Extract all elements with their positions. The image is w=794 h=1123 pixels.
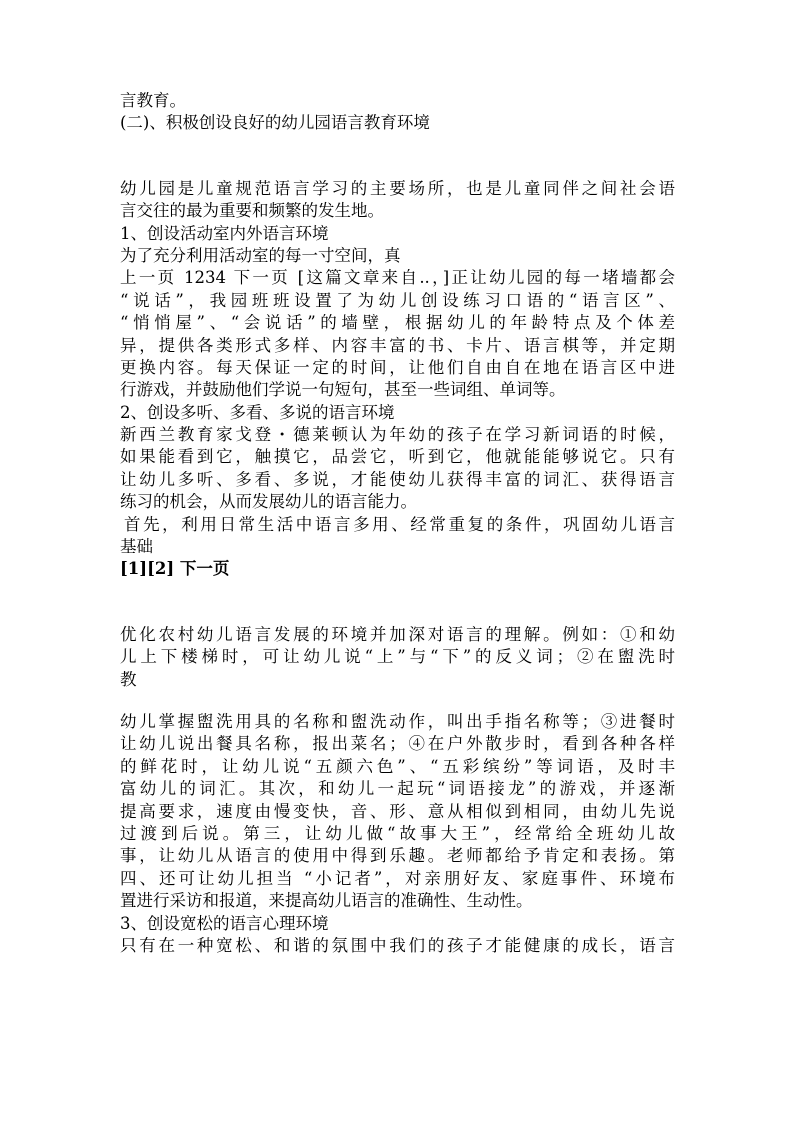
text-line: 言交往的最为重要和频繁的发生地。	[120, 201, 384, 221]
subheading: 3、创设宽松的语言心理环境	[120, 913, 329, 933]
text-line: 言教育。	[120, 91, 186, 110]
text-line: 置进行采访和报道，来提高幼儿语言的准确性、生动性。	[120, 891, 533, 911]
text-line: 行游戏，并鼓励他们学说一句短句，甚至一些词组、单词等。	[120, 380, 566, 400]
text-line: 过渡到后说。第三，让幼儿做“故事大王”，经常给全班幼儿故	[120, 823, 675, 843]
blank-gap	[120, 135, 675, 178]
text-line: 幼儿掌握盥洗用具的名称和盥洗动作，叫出手指名称等；③进餐时	[120, 711, 675, 731]
text-line: 富幼儿的词汇。其次，和幼儿一起玩“词语接龙”的游戏，并逐渐	[120, 779, 675, 799]
pagination-link[interactable]: [1][2] 下一页	[120, 559, 230, 579]
text-line: 基础	[120, 537, 153, 557]
text-line: 四、还可让幼儿担当 “小记者”，对亲朋好友、家庭事件、环境布	[120, 868, 675, 888]
text-line: “说话”，我园班班设置了为幼儿创设练习口语的“语言区”、	[120, 290, 675, 310]
section-heading: (二)、积极创设良好的幼儿园语言教育环境	[120, 113, 430, 133]
text-line: 新西兰教育家戈登・德莱顿认为年幼的孩子在学习新词语的时候，	[120, 425, 675, 445]
text-line: “悄悄屋”、“会说话”的墙壁，根据幼儿的年龄特点及个体差	[120, 313, 675, 333]
text-line: 让幼儿多听、多看、多说，才能使幼儿获得丰富的词汇、获得语言	[120, 469, 675, 489]
text-line: 提高要求，速度由慢变快，音、形、意从相似到相同，由幼儿先说	[120, 801, 675, 821]
text-line: 如果能看到它，触摸它，品尝它，听到它，他就能能够说它。只有	[120, 447, 675, 467]
subheading: 2、创设多听、多看、多说的语言环境	[120, 402, 395, 422]
document-page	[120, 90, 675, 957]
text-line: 儿上下楼梯时，可让幼儿说“上”与“下”的反义词；②在盥洗时	[120, 647, 675, 667]
text-line: 优化农村幼儿语言发展的环境并加深对语言的理解。例如：①和幼	[120, 624, 675, 644]
text-line: 只有在一种宽松、和谐的氛围中我们的孩子才能健康的成长，语言	[120, 935, 675, 955]
text-line: 事，让幼儿从语言的使用中得到乐趣。老师都给予肯定和表扬。第	[120, 846, 675, 866]
pagination-line[interactable]: 上一页 1234 下一页 [这篇文章来自..，]正让幼儿园的每一堵墙都会	[120, 268, 675, 288]
text-line: 更换内容。每天保证一定的时间，让他们自由自在地在语言区中进	[120, 357, 675, 377]
text-line: 练习的机会，从而发展幼儿的语言能力。	[120, 492, 417, 512]
blank-gap	[120, 691, 675, 711]
text-line: 的鲜花时，让幼儿说“五颜六色”、“五彩缤纷”等词语，及时丰	[120, 756, 675, 776]
text-line: 教	[120, 669, 137, 689]
text-line: 首先，利用日常生活中语言多用、经常重复的条件，巩固幼儿语言	[124, 514, 675, 534]
text-line: 让幼儿说出餐具名称，报出菜名；④在户外散步时，看到各种各样	[120, 734, 675, 754]
text-line: 异，提供各类形式多样、内容丰富的书、卡片、语言棋等，并定期	[120, 335, 675, 355]
text-line: 幼儿园是儿童规范语言学习的主要场所，也是儿童同伴之间社会语	[120, 178, 675, 198]
blank-gap	[120, 581, 675, 624]
subheading: 1、创设活动室内外语言环境	[120, 223, 329, 243]
text-line: 为了充分利用活动室的每一寸空间，真	[120, 245, 401, 265]
